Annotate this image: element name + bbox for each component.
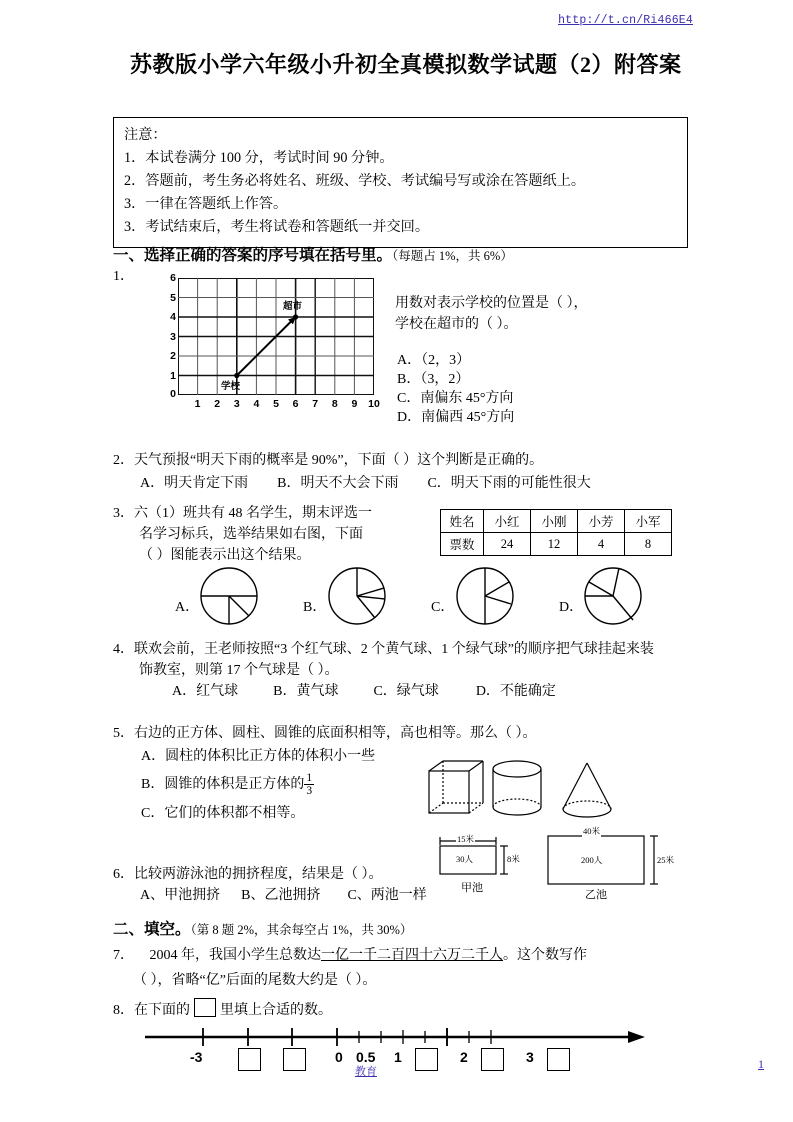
pool-b-width-label: 40米 (583, 826, 601, 836)
question-4-option-b[interactable]: B．黄气球 (273, 684, 339, 699)
pie-option-d[interactable] (559, 566, 679, 628)
table-header-votes: 票数 (441, 533, 484, 556)
section-2-title: 二、填空。 (113, 921, 191, 938)
table-cell-name-1: 小红 (484, 510, 531, 533)
question-3-pie-options (175, 566, 675, 628)
grid-x-tick-2: 2 (214, 398, 221, 410)
pool-a-width-label: 15米 (457, 834, 475, 844)
pool-b-name: 乙池 (585, 889, 607, 901)
question-8-body-pre: 在下面的 (134, 1003, 190, 1018)
question-5-option-b[interactable] (141, 772, 314, 797)
pie-option-b-label: B． (303, 600, 327, 615)
grid-y-tick-2: 2 (170, 350, 176, 362)
question-4-line-1 (113, 639, 654, 661)
solids-drawing (425, 757, 625, 827)
question-6-option-a[interactable]: A、甲池拥挤 (140, 888, 221, 903)
section-1-heading (113, 243, 513, 265)
grid-y-tick-0: 0 (170, 388, 176, 400)
question-1-prompt-line-2: 学校在超市的（ ）。 (395, 317, 518, 332)
number-line-value-05: 0.5 (356, 1049, 376, 1065)
question-6-number: 6． (113, 867, 134, 882)
notice-line-2: 2．答题前，考生务必将姓名、班级、学校、考试编号写或涂在答题纸上。 (124, 173, 586, 189)
question-6-options (140, 885, 427, 907)
grid-y-tick-5: 5 (170, 291, 176, 304)
number-line-value-2: 2 (460, 1049, 468, 1065)
pool-a-name: 甲池 (461, 882, 483, 894)
question-6-option-c[interactable]: C、两池一样 (347, 888, 427, 903)
table-cell-votes-4: 8 (625, 533, 672, 556)
question-1-option-c[interactable]: C．南偏东 45°方向 (397, 391, 514, 406)
number-line-blank-4[interactable] (481, 1048, 504, 1071)
table-row-names (441, 510, 672, 533)
pie-option-c-label: C． (431, 600, 455, 615)
question-1-option-d[interactable]: D．南偏西 45°方向 (397, 410, 515, 425)
grid-point-label-school: 学校 (221, 382, 241, 392)
grid-x-tick-5: 5 (273, 398, 279, 410)
question-3-line-2: 名学习标兵，选举结果如右图，下面 (139, 527, 363, 542)
question-7-line-1 (113, 945, 587, 967)
fraction-numerator: 1 (306, 772, 313, 784)
question-2-option-c[interactable]: C．明天下雨的可能性很大 (427, 476, 591, 491)
question-1-option-a[interactable]: A．（2，3） (397, 353, 471, 368)
fraction-denominator: 3 (306, 785, 313, 798)
number-line-svg (140, 1022, 660, 1052)
question-7-body-post: 。这个数写作 (503, 948, 587, 963)
grid-x-tick-1: 1 (194, 398, 201, 410)
footer-link[interactable]: 教育 (355, 1066, 377, 1078)
grid-x-tick-7: 7 (312, 398, 319, 410)
pie-chart-a (199, 566, 259, 626)
notice-heading: 注意： (124, 127, 167, 143)
question-3-line-1 (113, 503, 372, 525)
question-6-option-b[interactable]: B、乙池拥挤 (241, 888, 321, 903)
grid-x-tick-4: 4 (253, 398, 260, 410)
table-cell-name-2: 小刚 (531, 510, 578, 533)
question-7-line-2: （ ），省略“亿”后面的尾数大约是（ ）。 (133, 973, 377, 988)
grid-x-tick-8: 8 (331, 398, 338, 410)
question-7-body-pre: 2004 年，我国小学生总数达 (149, 948, 321, 963)
question-3-line-3: （ ）图能表示出这个结果。 (139, 548, 311, 563)
question-5-solid-figures (425, 757, 625, 832)
question-5-body: 右边的正方体、圆柱、圆锥的底面积相等，高也相等。那么（ ）。 (134, 726, 537, 741)
question-7-number: 7． (113, 948, 134, 963)
grid-x-tick-9: 9 (351, 398, 358, 410)
question-1-coordinate-grid (150, 272, 382, 420)
pie-option-c[interactable] (431, 566, 551, 628)
question-2-option-b[interactable]: B．明天不大会下雨 (277, 476, 399, 491)
question-8-number: 8． (113, 1003, 134, 1018)
question-8-number-line (140, 1022, 660, 1082)
grid-x-tick-10: 10 (368, 398, 380, 410)
question-4-line-2: 饰教室，则第 17 个气球是（ ）。 (139, 663, 339, 678)
question-4-option-a[interactable]: A．红气球 (172, 684, 239, 699)
pool-a-height-label: 8米 (507, 854, 520, 864)
question-5-option-c[interactable]: C．它们的体积都不相等。 (141, 806, 305, 821)
question-8-text (113, 998, 332, 1022)
section-2-heading (113, 917, 412, 939)
question-8-body-post: 里填上合适的数。 (220, 1003, 332, 1018)
notice-box (113, 117, 688, 248)
question-1-prompt-line-1: 用数对表示学校的位置是（ ）， (395, 296, 588, 311)
question-4-option-d[interactable]: D．不能确定 (475, 684, 556, 699)
question-6-pool-diagrams (430, 826, 680, 912)
pie-option-b[interactable] (303, 566, 423, 628)
number-line-blank-1[interactable] (238, 1048, 261, 1071)
table-cell-votes-1: 24 (484, 533, 531, 556)
question-1-option-b[interactable]: B．（3，2） (397, 372, 470, 387)
header-url-link[interactable]: http://t.cn/Ri466E4 (558, 14, 693, 27)
table-cell-votes-3: 4 (578, 533, 625, 556)
grid-x-tick-6: 6 (292, 398, 299, 410)
question-4-option-c[interactable]: C．绿气球 (373, 684, 439, 699)
question-5-option-b-text: B．圆锥的体积是正方体的 (141, 777, 305, 793)
question-2-option-a[interactable]: A．明天肯定下雨 (140, 476, 249, 491)
cylinder-icon (493, 761, 541, 815)
number-line-value-neg3: -3 (190, 1049, 203, 1065)
question-6-text (113, 864, 383, 886)
pool-b-height-label: 25米 (657, 855, 675, 865)
pie-chart-b (327, 566, 387, 626)
section-1-title: 一、选择正确的答案的序号填在括号里。 (113, 247, 393, 264)
pie-option-d-label: D． (559, 600, 584, 615)
grid-y-tick-1: 1 (170, 369, 176, 382)
number-line-blank-5[interactable] (547, 1048, 570, 1071)
question-3-body-1: 六（1）班共有 48 名学生，期末评选一 (134, 506, 372, 521)
question-7-underlined-number: 一亿一千二百四十六万二千人 (321, 948, 503, 963)
table-cell-name-3: 小芳 (578, 510, 625, 533)
question-2-text (113, 450, 543, 472)
question-6-body: 比较两游泳池的拥挤程度，结果是（ ）。 (134, 867, 383, 882)
page-title: 苏教版小学六年级小升初全真模拟数学试题（2）附答案 (130, 52, 682, 77)
table-row-votes (441, 533, 672, 556)
question-4-number: 4． (113, 642, 134, 657)
pool-a-people-label: 30人 (456, 854, 474, 864)
pie-chart-c (455, 566, 515, 626)
question-4-body-1: 联欢会前，王老师按照“3 个红气球、2 个黄气球、1 个绿气球”的顺序把气球挂起来装 (134, 642, 654, 657)
question-2-number: 2． (113, 453, 134, 468)
number-line-value-1: 1 (394, 1049, 402, 1065)
number-line-value-3: 3 (526, 1049, 534, 1065)
grid-y-tick-6: 6 (170, 272, 176, 284)
section-2-score: （第 8 题 2%，其余每空占 1%，共 30%） (190, 923, 413, 937)
question-3-vote-table (440, 509, 672, 556)
question-5-text (113, 723, 537, 745)
number-line-value-0: 0 (335, 1049, 343, 1065)
table-cell-votes-2: 12 (531, 533, 578, 556)
pie-option-a-label: A． (175, 600, 200, 615)
question-3-number: 3． (113, 506, 134, 521)
number-line-blank-2[interactable] (283, 1048, 306, 1071)
grid-x-tick-3: 3 (233, 398, 240, 410)
fraction-one-third (304, 772, 314, 797)
question-5-option-a[interactable]: A．圆柱的体积比正方体的体积小一些 (141, 749, 376, 764)
table-cell-name-4: 小军 (625, 510, 672, 533)
pie-option-a[interactable] (175, 566, 295, 628)
section-1-score: （每题占 1%，共 6%） (392, 249, 513, 263)
page-number: 1 (758, 1057, 764, 1071)
question-5-number: 5． (113, 726, 134, 741)
cone-icon (563, 763, 611, 817)
number-line-blank-3[interactable] (415, 1048, 438, 1071)
cube-icon (429, 761, 483, 813)
question-2-options (140, 473, 591, 495)
notice-line-1: 1．本试卷满分 100 分，考试时间 90 分钟。 (124, 150, 394, 166)
notice-line-4: 3．考试结束后，考生将试卷和答题纸一并交回。 (124, 219, 430, 235)
table-header-name: 姓名 (441, 510, 484, 533)
notice-line-3: 3．一律在答题纸上作答。 (124, 196, 288, 212)
question-2-body: 天气预报“明天下雨的概率是 90%”，下面（ ）这个判断是正确的。 (134, 453, 544, 468)
question-1-number: 1． (113, 269, 134, 284)
pie-chart-d (583, 566, 643, 626)
question-4-options (172, 681, 556, 703)
grid-y-tick-4: 4 (170, 311, 176, 323)
pool-b-people-label: 200人 (581, 855, 603, 865)
answer-box-icon[interactable] (194, 998, 216, 1017)
grid-point-label-supermarket: 超市 (283, 302, 303, 312)
grid-y-tick-3: 3 (170, 330, 176, 343)
